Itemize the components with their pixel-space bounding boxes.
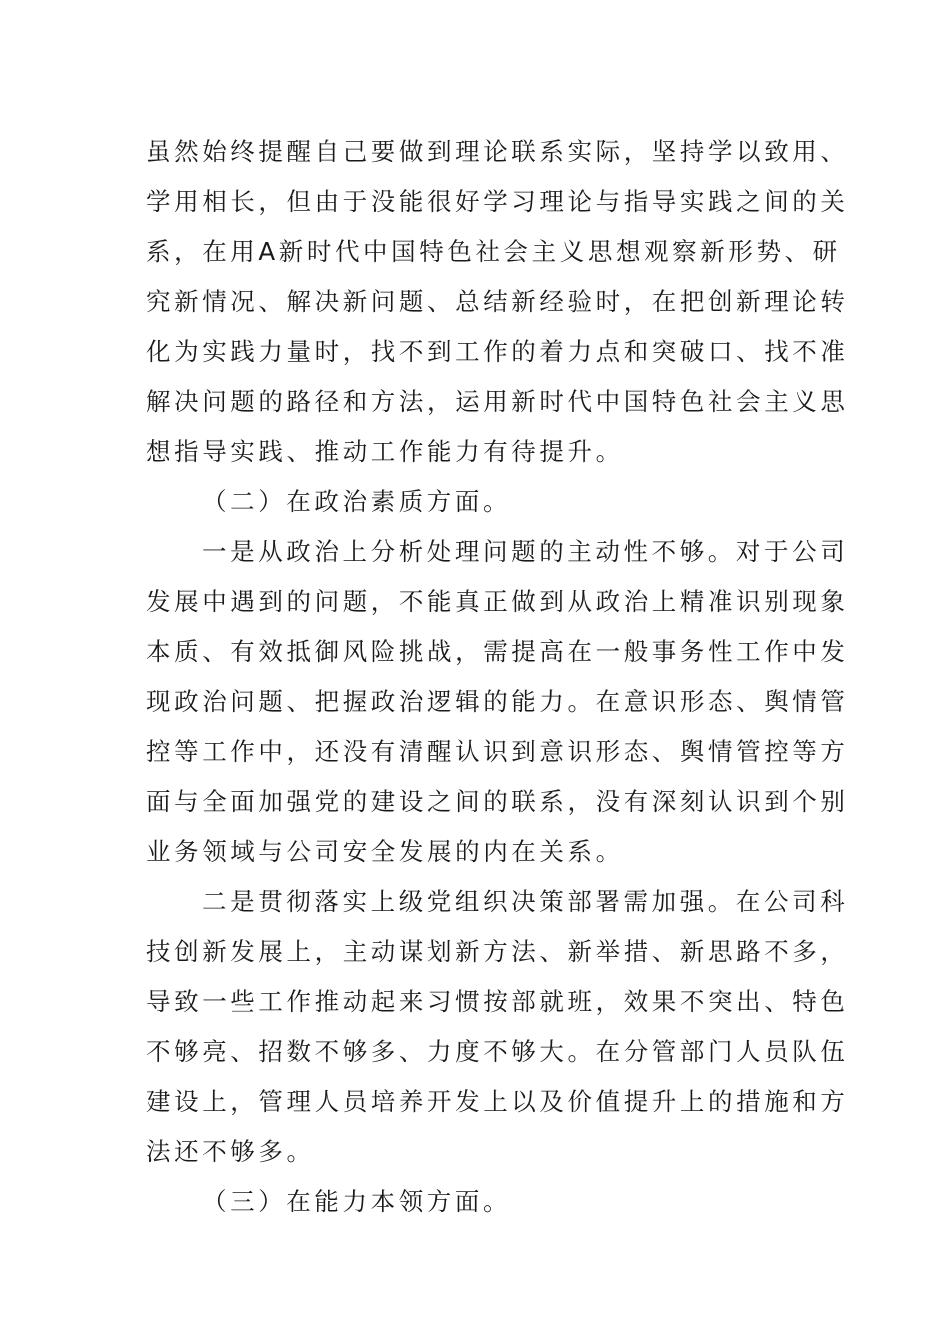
text-line: 建设上，管理人员培养开发上以及价值提升上的措施和方 (146, 1087, 849, 1116)
document-body (146, 127, 849, 1227)
paragraph-first-line: 一是从政治上分析处理问题的主动性不够。对于公司 (202, 537, 849, 566)
text-line: 发展中遇到的问题，不能真正做到从政治上精准识别现象 (146, 587, 849, 616)
text-line: 业务领域与公司安全发展的内在关系。 (146, 837, 624, 866)
text-line: 法还不够多。 (146, 1137, 315, 1166)
text-line: 技创新发展上，主动谋划新方法、新举措、新思路不多， (146, 937, 849, 966)
text-line: 本质、有效抵御风险挑战，需提高在一般事务性工作中发 (146, 637, 849, 666)
text-line: 系，在用A新时代中国特色社会主义思想观察新形势、研 (146, 237, 841, 266)
text-line: 解决问题的路径和方法，运用新时代中国特色社会主义思 (146, 387, 849, 416)
text-line: 究新情况、解决新问题、总结新经验时，在把创新理论转 (146, 287, 849, 316)
text-line: 控等工作中，还没有清醒认识到意识形态、舆情管控等方 (146, 737, 849, 766)
text-line: 不够亮、招数不够多、力度不够大。在分管部门人员队伍 (146, 1037, 849, 1066)
section-heading: （二）在政治素质方面。 (202, 487, 512, 516)
section-heading: （三）在能力本领方面。 (202, 1187, 512, 1216)
text-line: 想指导实践、推动工作能力有待提升。 (146, 437, 624, 466)
paragraph-first-line: 二是贯彻落实上级党组织决策部署需加强。在公司科 (202, 887, 849, 916)
text-line: 现政治问题、把握政治逻辑的能力。在意识形态、舆情管 (146, 687, 849, 716)
text-line: 面与全面加强党的建设之间的联系，没有深刻认识到个别 (146, 787, 849, 816)
text-line: 导致一些工作推动起来习惯按部就班，效果不突出、特色 (146, 987, 849, 1016)
text-line: 学用相长，但由于没能很好学习理论与指导实践之间的关 (146, 187, 849, 216)
text-line: 虽然始终提醒自己要做到理论联系实际，坚持学以致用、 (146, 137, 849, 166)
text-line: 化为实践力量时，找不到工作的着力点和突破口、找不准 (146, 337, 849, 366)
